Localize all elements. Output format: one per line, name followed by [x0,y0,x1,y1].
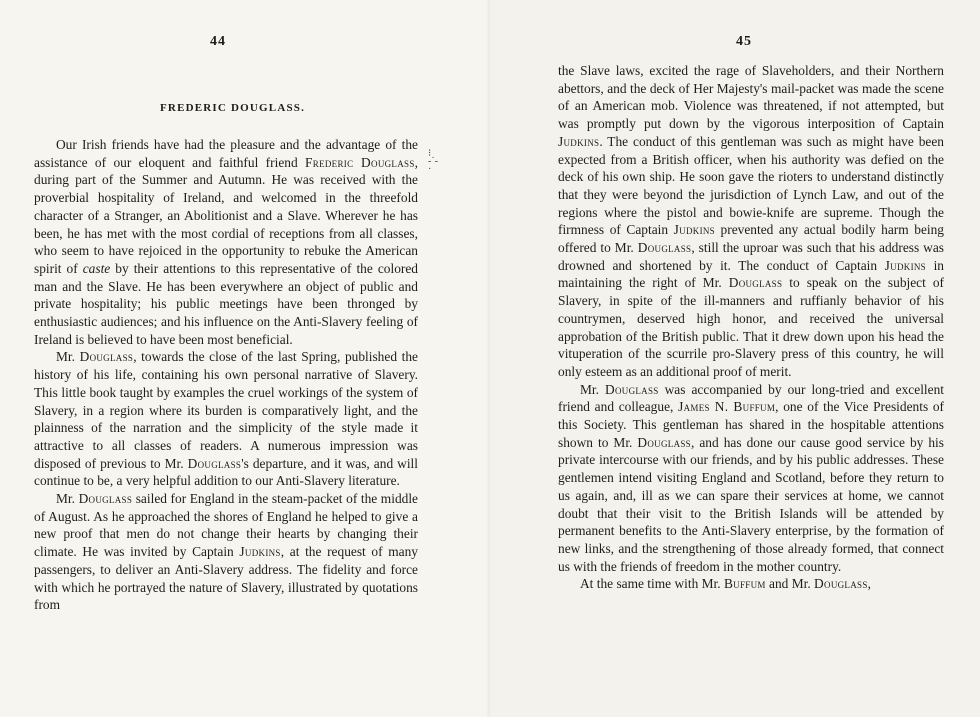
text-run: Mr. [56,349,80,365]
name-smallcaps: James N. Buffum [678,399,776,415]
name-smallcaps: Douglass [78,491,133,507]
paragraph [34,490,418,614]
text-run: , still the uproar was such that his address was drowned and shortened by it. The conduct of Captain [558,240,944,273]
text-run: , towards the close of the last Spring, published the history of his life, containing his own personal narrative of Slavery. This little book taught by examples the cruel workings of the system of Slavery, in a region where its burden is comparatively light, and the plainness of the narration and the simplicity of the style made it attractive to all classes of readers. A numerous impression was disposed of previous to Mr. [34,349,418,471]
text-run: 's departure, and it was, and will continue to be, a very helpful addition to our Anti-Slavery literature. [34,455,418,489]
page-number-left: 44 [210,34,226,49]
text-run: Mr. [580,381,606,397]
text-run: to speak on the subject of Slavery, in spite of the ill-manners and ruffianly behavior of his countrymen, deserved high honor, and received the universal approbation of the British public. That it drew down upon his head the vituperation of the scurrile pro-Slavery press of this country, he will only esteem as an additional proof of merit. [558,275,944,379]
text-run: , [867,576,871,592]
text-run: . The conduct of this gentleman was such as might have been expected from a British officer, when his authority was defied on the deck of his own ship. He soon gave the rioters to understand distinctly that they were beyond the jurisdiction of Lynch Law, and out of the regions where the pistol and bowie-knife are supreme. Though the firmness of Captain [558,133,944,238]
paragraph [558,381,944,576]
text-run: , during part of the Summer and Autumn. He was received with the proverbial hospitality of Ireland, and welcomed in the threefold character of a Stranger, an Abolitionist and a Slave. Wherever he has been, he has met with the most cordial of receptions from all classes, who seem to have rejoiced in the opportunity to rebuke the American spirit of [34,154,418,276]
name-smallcaps: Douglass [79,349,134,365]
name-smallcaps: Douglass [637,434,691,450]
name-smallcaps: Buffum [723,576,766,592]
paragraph [34,136,418,348]
text-run: the Slave laws, excited the rage of Slaveholders, and their Northern abettors, and the deck of Her Majesty's mail-packet was made the scene of an American mob. Violence was threatened, if not attempted, but was promptly put down by the vigorous interposition of Captain [558,63,944,132]
name-smallcaps: Douglass [637,240,692,256]
name-smallcaps: Judkins [673,222,715,238]
left-page-body [34,136,418,614]
text-run: and Mr. [765,576,815,592]
name-smallcaps: Frederic Douglass [305,154,415,170]
name-smallcaps: Douglass [605,381,659,397]
name-smallcaps: Judkins [239,544,281,560]
name-smallcaps: Douglass [187,455,242,471]
text-run: Mr. [56,491,79,507]
italic-word: caste [82,260,111,276]
ink-smudge: ⁝ ‐˙‐ · [428,148,438,175]
name-smallcaps: Douglass [728,275,783,291]
text-run: by their attentions to this representative of the colored man and the Slave. He has been everywhere an object of public and private hospitality; his public meetings have been thronged by enthusiastic audiences; and his influence on the Anti-Slavery feeling of Ireland is believed to have been most beneficial. [34,260,418,347]
paragraph [34,348,418,490]
right-page-body [558,62,944,593]
name-smallcaps: Judkins [558,133,600,149]
text-run: , one of the Vice Presidents of this Society. This gentleman has shared in the hospitable attentions shown to Mr. [558,399,945,450]
text-run: , at the request of many passengers, to deliver an Anti-Slavery address. The fidelity and force with which he portrayed the nature of Slavery, illustrated by quotations from [34,544,418,613]
text-run: , and has done our cause good service by his private intercourse with our friends, and by his public addresses. These gentlemen intend visiting England and Scotland, before they return to us again, and, ill as we can spare their services at home, we cannot doubt that their visit to the British Islands will be attended by permanent benefits to the Anti-Slavery enterprise, by the formation of new links, and the strengthening of those already formed, that connect us with the friends of freedom in the mother country. [558,434,944,574]
paragraph [558,62,944,381]
name-smallcaps: Judkins [884,257,926,273]
text-run: At the same time with Mr. [580,576,724,592]
page-number-right: 45 [736,34,752,49]
text-run: Our Irish friends have had the pleasure and the advantage of the assistance of our eloquent and faithful friend [34,137,418,170]
name-smallcaps: Douglass [814,576,868,592]
text-run: in maintaining the right of Mr. [558,257,945,291]
paragraph [558,575,944,593]
running-head: FREDERIC DOUGLASS. [160,102,306,114]
text-run: prevented any actual bodily harm being offered to Mr. [558,222,944,256]
text-run: was accompanied by our long-tried and excellent friend and colleague, [558,381,944,415]
text-run: sailed for England in the steam-packet of the middle of August. As he approached the shores of England he helped to give a new proof that men do not change their hearts by changing their climate. He was invited by Captain [34,491,418,560]
